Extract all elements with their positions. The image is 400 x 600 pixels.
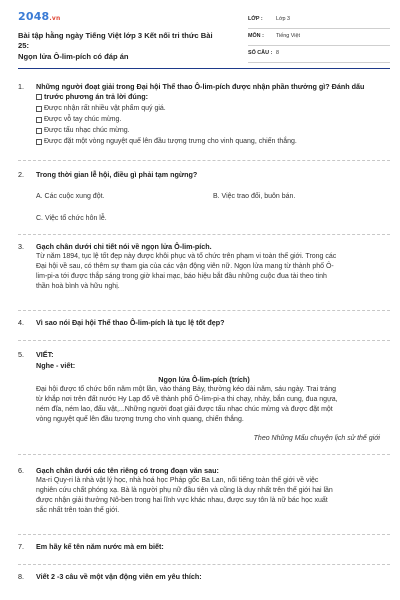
question-2: [18, 170, 390, 232]
question-text: VIẾT:: [36, 350, 54, 359]
question-separator: [18, 564, 390, 565]
info-row-count: [248, 46, 390, 63]
question-number: 6.: [18, 466, 24, 475]
question-text: [36, 82, 390, 101]
question-separator: [18, 534, 390, 535]
answer-option[interactable]: Được nhận rất nhiều vật phẩm quý giá.: [36, 104, 166, 113]
question-text-line: Những người đoạt giải trong Đại hội Thể thao Ô-lim-pích được nhận phần thưởng gì? Đánh dấu: [36, 82, 365, 91]
question-7: [18, 542, 390, 564]
passage-line: Đại hội được tổ chức bốn năm một lần, vào tháng Bảy, thường kéo dài năm, sáu ngày. Trai tráng: [36, 386, 337, 393]
subheading: Nghe - viết:: [36, 361, 76, 370]
question-separator: [18, 234, 390, 235]
document-title: [18, 31, 223, 62]
info-row-class: [248, 12, 390, 29]
question-separator: [18, 340, 390, 341]
header-divider: [18, 68, 390, 69]
question-number: 7.: [18, 542, 24, 551]
question-3: [18, 242, 390, 316]
question-separator: [18, 160, 390, 161]
info-key: LỚP :: [248, 16, 263, 23]
passage-line: sắc nhất trên toàn thế giới.: [36, 506, 120, 514]
question-text: Vì sao nói Đại hội Thể thao Ô-lim-pích là tục lệ tốt đẹp?: [36, 318, 225, 327]
question-text: Trong thời gian lễ hội, điều gì phải tạm ngừng?: [36, 170, 198, 179]
checkbox-icon[interactable]: [36, 94, 42, 100]
answer-option-c[interactable]: C. Việc tổ chức hôn lễ.: [36, 215, 107, 222]
passage-line: ném đĩa, ném lao, đấu vật,...Những người đoạt giải được tấu nhạc chúc mừng và được đặt một: [36, 405, 333, 413]
passage-title: Ngọn lửa Ô-lim-pích (trích): [158, 375, 250, 384]
question-1: [18, 82, 390, 162]
answer-option[interactable]: Được tấu nhạc chúc mừng.: [36, 126, 130, 135]
question-number: 4.: [18, 318, 24, 327]
info-value: Tiếng Việt: [276, 33, 300, 40]
question-number: 3.: [18, 242, 24, 251]
info-key: MÔN :: [248, 33, 264, 40]
passage-line: được nhận giải thưởng Nô-ben trong hai lĩnh vực khác nhau, được suy tôn là nữ bác học xuất: [36, 496, 328, 504]
question-4: [18, 318, 390, 340]
passage-line: Đại hội về sau, có thêm sự tham gia của các vận động viên nữ. Ngọn lửa mang từ thành phố Ô-: [36, 262, 334, 270]
question-text: Viết 2 -3 câu về một vận động viên em yêu thích:: [36, 572, 202, 581]
site-logo[interactable]: 2048.vn: [18, 10, 61, 23]
checkbox-icon[interactable]: [36, 117, 42, 123]
passage-line: từ khắp nơi trên đất nước Hy Lạp đổ về thành phố Ô-lim-pi-a thi chạy, nhảy, bắn cung, đua ngựa,: [36, 395, 338, 403]
title-line-2: Ngọn lửa Ô-lim-pích có đáp án: [18, 51, 129, 61]
question-separator: [18, 310, 390, 311]
answer-option[interactable]: Được vỗ tay chúc mừng.: [36, 115, 121, 124]
info-value: Lớp 3: [276, 16, 291, 23]
question-text: Gạch chân dưới chi tiết nói về ngọn lửa Ô-lim-pích.: [36, 242, 212, 251]
worksheet-header: [18, 10, 390, 68]
question-6: [18, 466, 390, 538]
answer-option-b[interactable]: B. Việc trao đổi, buôn bán.: [213, 193, 296, 200]
passage: [36, 385, 390, 425]
passage: [36, 252, 390, 292]
info-key: SỐ CÂU :: [248, 50, 273, 57]
passage-line: thần hoà bình và hữu nghị.: [36, 282, 120, 290]
passage-line: lim-pi-a tới được thắp sáng trong giờ khai mạc, báo hiệu bắt đầu những cuộc đua tài theo tinh: [36, 272, 327, 280]
answer-option-a[interactable]: A. Các cuộc xung đột.: [36, 193, 105, 200]
question-5: [18, 350, 390, 460]
passage-line: vòng nguyệt quế lên đầu tượng trưng cho vinh quang, chiến thắng.: [36, 415, 244, 423]
passage-line: Từ năm 1894, tục lệ tốt đẹp này được khôi phục và tổ chức trên phạm vi toàn thế giới. Trong các: [36, 253, 337, 260]
info-value: 8: [276, 50, 279, 57]
checkbox-icon[interactable]: [36, 128, 42, 134]
info-row-subject: [248, 29, 390, 46]
question-text: Em hãy kể tên năm nước mà em biết:: [36, 542, 164, 551]
checkbox-icon[interactable]: [36, 106, 42, 112]
question-8: [18, 572, 390, 592]
passage: [36, 476, 390, 516]
title-line-1: Bài tập hằng ngày Tiếng Việt lớp 3 Kết nối tri thức Bài 25:: [18, 31, 213, 51]
info-table: [248, 12, 390, 63]
passage-attribution: Theo Những Mẩu chuyện lịch sử thế giới: [253, 435, 380, 442]
question-number: 8.: [18, 572, 24, 581]
question-text-line: trước phương án trả lời đúng:: [36, 92, 390, 102]
question-text: Gạch chân dưới các tên riêng có trong đoạn văn sau:: [36, 466, 219, 475]
question-number: 1.: [18, 82, 24, 91]
question-number: 5.: [18, 350, 24, 359]
checkbox-icon[interactable]: [36, 139, 42, 145]
question-separator: [18, 454, 390, 455]
question-number: 2.: [18, 170, 24, 179]
passage-line: Ma-ri Quy-ri là nhà vật lý học, nhà hoá học Pháp gốc Ba Lan, nổi tiếng toàn thế giới về việc: [36, 477, 319, 484]
passage-line: nghiên cứu chất phóng xạ. Bà là người phụ nữ đầu tiên và cũng là duy nhất trên thế giới hai lần: [36, 486, 333, 494]
answer-option[interactable]: Được đặt một vòng nguyệt quế lên đầu tượng trưng cho vinh quang, chiến thắng.: [36, 137, 297, 146]
